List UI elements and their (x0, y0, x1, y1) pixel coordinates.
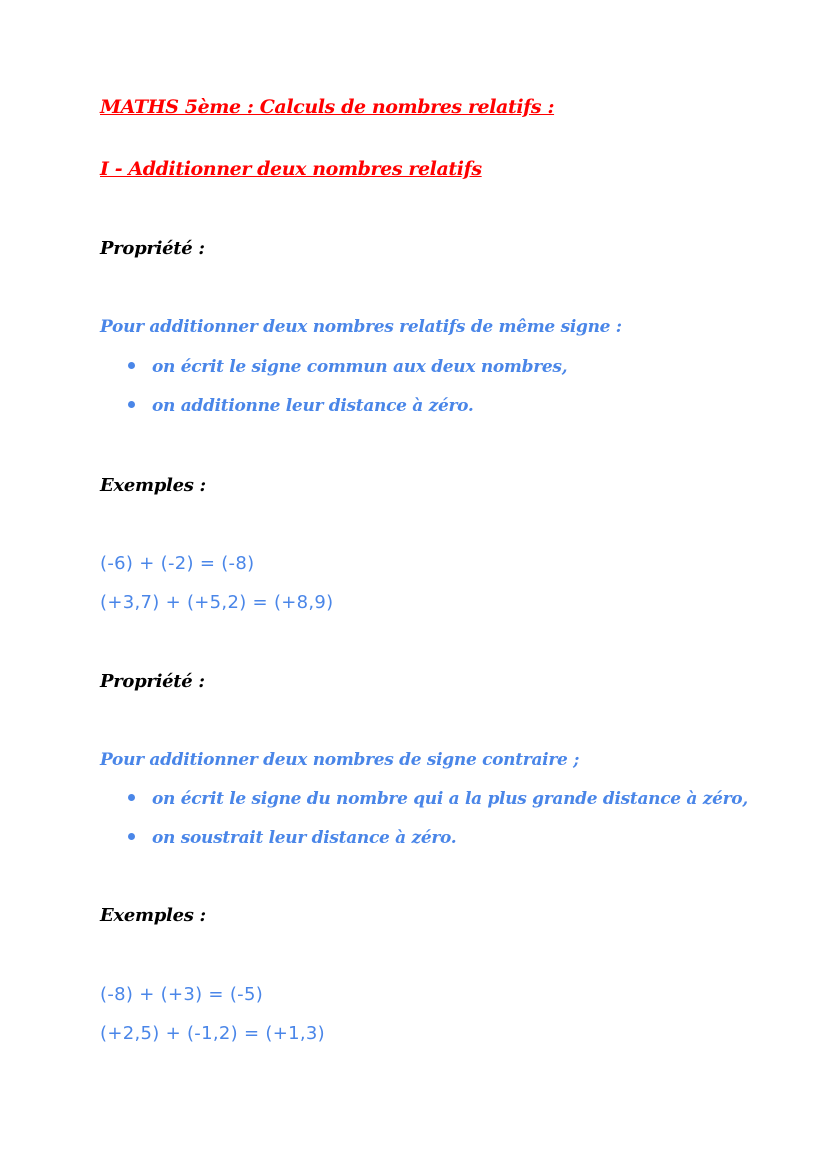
example-calculation: (+3,7) + (+5,2) = (+8,9) (100, 592, 334, 613)
document-title: MATHS 5ème : Calculs de nombres relatifs : (100, 96, 555, 118)
example-calculation: (-6) + (-2) = (-8) (100, 553, 255, 574)
examples-label-2: Exemples : (100, 905, 206, 926)
property-label-1: Propriété : (100, 238, 205, 259)
bullet-item (128, 828, 456, 848)
bullet-text: on additionne leur distance à zéro. (152, 396, 474, 416)
bullet-text: on soustrait leur distance à zéro. (152, 828, 457, 848)
bullet-dot-icon (128, 794, 135, 801)
bullet-item (128, 789, 748, 809)
property-label-2: Propriété : (100, 671, 205, 692)
bullet-item (128, 396, 474, 416)
bullet-dot-icon (128, 362, 135, 369)
example-calculation: (+2,5) + (-1,2) = (+1,3) (100, 1023, 325, 1044)
bullet-dot-icon (128, 401, 135, 408)
examples-label-1: Exemples : (100, 475, 206, 496)
example-calculation: (-8) + (+3) = (-5) (100, 984, 264, 1005)
bullet-item (128, 357, 567, 377)
rule-intro-1: Pour additionner deux nombres relatifs de même signe : (100, 317, 622, 337)
section-title: I - Additionner deux nombres relatifs (100, 158, 482, 180)
bullet-text: on écrit le signe du nombre qui a la plus grande distance à zéro, (152, 789, 748, 809)
bullet-text: on écrit le signe commun aux deux nombres, (152, 357, 568, 377)
bullet-dot-icon (128, 833, 135, 840)
rule-intro-2: Pour additionner deux nombres de signe contraire ; (100, 750, 580, 770)
